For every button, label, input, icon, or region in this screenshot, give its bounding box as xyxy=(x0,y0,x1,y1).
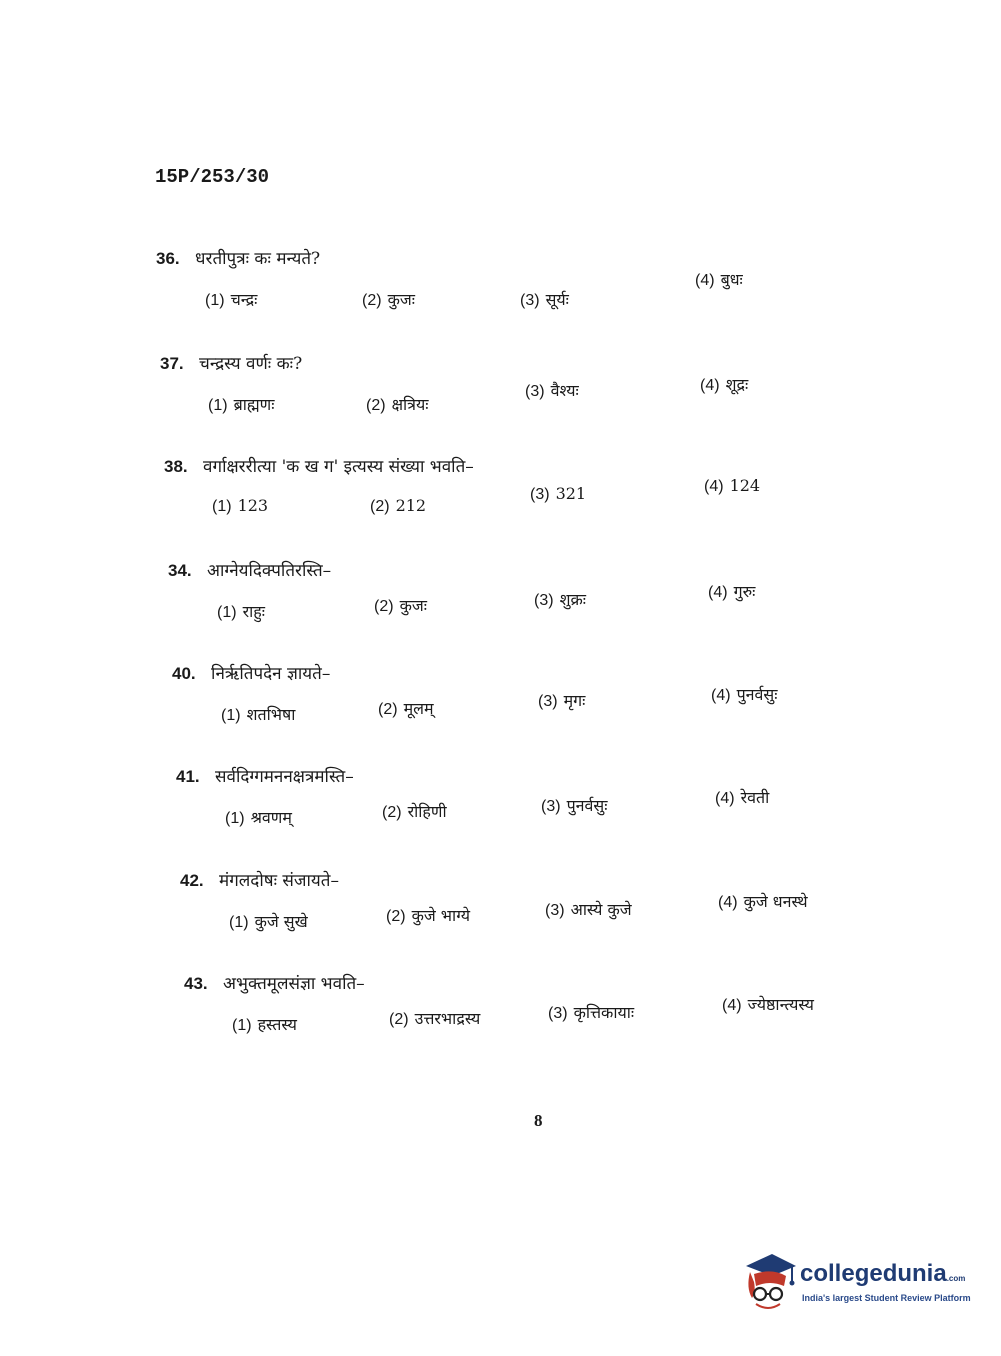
option-2: (2) 212 xyxy=(370,496,427,515)
question-34 xyxy=(0,558,1001,638)
question-text: अभुक्तमूलसंज्ञा भवति– xyxy=(223,974,365,994)
question-41 xyxy=(0,764,1001,844)
option-4: (4) 124 xyxy=(704,476,761,495)
collegedunia-watermark xyxy=(742,1252,972,1312)
question-43 xyxy=(0,971,1001,1051)
option-1: (1) शतभिषा xyxy=(221,705,296,724)
question-number: 41. xyxy=(176,767,200,786)
question-text: आग्नेयदिक्पतिरस्ति– xyxy=(207,561,332,581)
question-36 xyxy=(0,246,1001,326)
option-3: (3) सूर्यः xyxy=(520,290,569,309)
option-3: (3) मृगः xyxy=(538,691,586,710)
question-37 xyxy=(0,351,1001,431)
brand-name: collegedunia.com xyxy=(800,1260,966,1287)
option-4: (4) रेवती xyxy=(715,788,770,807)
option-3: (3) वैश्यः xyxy=(525,381,579,400)
question-number: 34. xyxy=(168,561,192,580)
option-3: (3) आस्ये कुजे xyxy=(545,900,632,919)
option-4: (4) शूद्रः xyxy=(700,375,749,394)
option-1: (1) चन्द्रः xyxy=(205,290,258,309)
option-1: (1) श्रवणम् xyxy=(225,808,292,827)
question-42 xyxy=(0,868,1001,948)
option-1: (1) राहुः xyxy=(217,602,265,621)
option-2: (2) मूलम् xyxy=(378,699,434,718)
question-number: 42. xyxy=(180,871,204,890)
option-4: (4) पुनर्वसुः xyxy=(711,685,778,704)
question-text: सर्वदिग्गमननक्षत्रमस्ति– xyxy=(215,767,354,787)
paper-code: 15P/253/30 xyxy=(155,166,270,188)
page-number: 8 xyxy=(534,1111,543,1130)
question-number: 36. xyxy=(156,249,180,268)
question-text: चन्द्रस्य वर्णः कः? xyxy=(199,354,303,374)
option-2: (2) कुजः xyxy=(374,596,427,615)
option-3: (3) कृत्तिकायाः xyxy=(548,1003,635,1022)
option-3: (3) शुक्रः xyxy=(534,590,586,609)
question-number: 43. xyxy=(184,974,208,993)
brand-suffix: .com xyxy=(946,1274,966,1283)
question-text: मंगलदोषः संजायते– xyxy=(219,871,339,891)
question-40 xyxy=(0,661,1001,741)
option-4: (4) बुधः xyxy=(695,270,743,289)
question-number: 38. xyxy=(164,457,188,476)
question-number: 40. xyxy=(172,664,196,683)
option-2: (2) उत्तरभाद्रस्य xyxy=(389,1009,481,1028)
option-2: (2) कुजे भाग्ये xyxy=(386,906,470,925)
option-1: (1) कुजे सुखे xyxy=(229,912,308,931)
option-4: (4) ज्येष्ठान्त्यस्य xyxy=(722,995,814,1014)
option-1: (1) 123 xyxy=(212,496,269,515)
option-2: (2) क्षत्रियः xyxy=(366,395,429,414)
option-2: (2) रोहिणी xyxy=(382,802,447,821)
option-1: (1) ब्राह्मणः xyxy=(208,395,275,414)
question-text: धरतीपुत्रः कः मन्यते? xyxy=(195,249,321,269)
option-2: (2) कुजः xyxy=(362,290,415,309)
question-text: निर्ऋतिपदेन ज्ञायते– xyxy=(211,664,331,684)
question-38 xyxy=(0,454,1001,534)
option-3: (3) पुनर्वसुः xyxy=(541,796,608,815)
question-number: 37. xyxy=(160,354,184,373)
option-1: (1) हस्तस्य xyxy=(232,1015,297,1034)
option-4: (4) कुजे धनस्थे xyxy=(718,892,808,911)
option-3: (3) 321 xyxy=(530,484,587,503)
mascot-icon xyxy=(742,1252,798,1312)
question-text: वर्गाक्षररीत्या 'क ख ग' इत्यस्य संख्या भवति– xyxy=(203,457,474,477)
option-4: (4) गुरुः xyxy=(708,582,756,601)
brand-tagline: India's largest Student Review Platform xyxy=(802,1293,971,1303)
